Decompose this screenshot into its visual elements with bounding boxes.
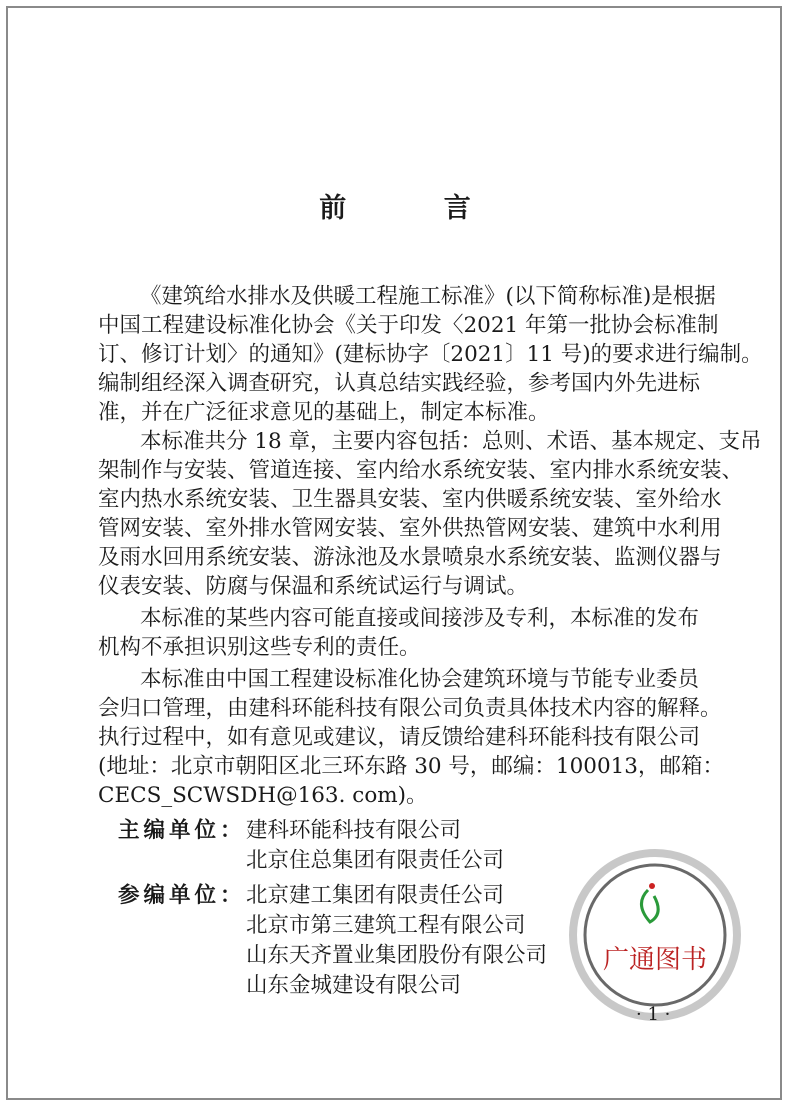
text-line: 仪表安装、防腐与保温和系统试运行与调试。 bbox=[98, 574, 529, 599]
text-line: 《建筑给水排水及供暖工程施工标准》(以下简称标准)是根据 bbox=[140, 284, 716, 309]
page-title: 前 言 bbox=[319, 193, 515, 224]
text-line: 及雨水回用系统安装、游泳池及水景喷泉水系统安装、监测仪器与 bbox=[98, 545, 722, 570]
publisher-watermark-seal bbox=[560, 840, 750, 1030]
text-line: (地址：北京市朝阳区北三环东路 30 号，邮编：100013，邮箱： bbox=[98, 754, 724, 779]
text-line: 中国工程建设标准化协会《关于印发〈2021 年第一批协会标准制 bbox=[98, 313, 719, 338]
text-line: 执行过程中，如有意见或建议，请反馈给建科环能科技有限公司 bbox=[98, 725, 701, 750]
text-line: 本标准的某些内容可能直接或间接涉及专利，本标准的发布 bbox=[140, 606, 700, 631]
text-line: 会归口管理，由建科环能科技有限公司负责具体技术内容的解释。 bbox=[98, 696, 722, 721]
text-line: 订、修订计划〉的通知》(建标协字〔2021〕11 号)的要求进行编制。 bbox=[98, 342, 763, 367]
participant-org: 山东天齐置业集团股份有限公司 bbox=[246, 943, 548, 968]
logo-dot-icon bbox=[649, 883, 655, 889]
text-line: 本标准由中国工程建设标准化协会建筑环境与节能专业委员 bbox=[140, 667, 700, 692]
text-line: 机构不承担识别这些专利的责任。 bbox=[98, 635, 421, 660]
chief-editor-label: 主编单位： bbox=[118, 818, 246, 843]
text-line: 准，并在广泛征求意见的基础上，制定本标准。 bbox=[98, 400, 550, 425]
participant-label: 参编单位： bbox=[118, 883, 246, 908]
participant-org: 北京市第三建筑工程有限公司 bbox=[246, 913, 526, 938]
text-line: 架制作与安装、管道连接、室内给水系统安装、室内排水系统安装、 bbox=[98, 458, 744, 483]
page-number: · 1 · bbox=[636, 1004, 671, 1025]
text-line: 管网安装、室外排水管网安装、室外供热管网安装、建筑中水利用 bbox=[98, 516, 722, 541]
participant-org: 北京建工集团有限责任公司 bbox=[246, 883, 505, 908]
text-line: 编制组经深入调查研究，认真总结实践经验，参考国内外先进标 bbox=[98, 371, 701, 396]
chief-editor-org: 北京住总集团有限责任公司 bbox=[246, 848, 505, 873]
outer-ring bbox=[573, 853, 737, 1017]
participant-org: 山东金城建设有限公司 bbox=[246, 973, 462, 998]
watermark-text: 广通图书 bbox=[602, 945, 708, 975]
logo-swoosh-icon bbox=[641, 890, 658, 922]
text-line: CECS_SCWSDH@163. com)。 bbox=[98, 783, 428, 808]
chief-editor-org: 建科环能科技有限公司 bbox=[246, 818, 462, 843]
text-line: 本标准共分 18 章，主要内容包括：总则、术语、基本规定、支吊 bbox=[140, 429, 762, 454]
text-line: 室内热水系统安装、卫生器具安装、室内供暖系统安装、室外给水 bbox=[98, 487, 722, 512]
